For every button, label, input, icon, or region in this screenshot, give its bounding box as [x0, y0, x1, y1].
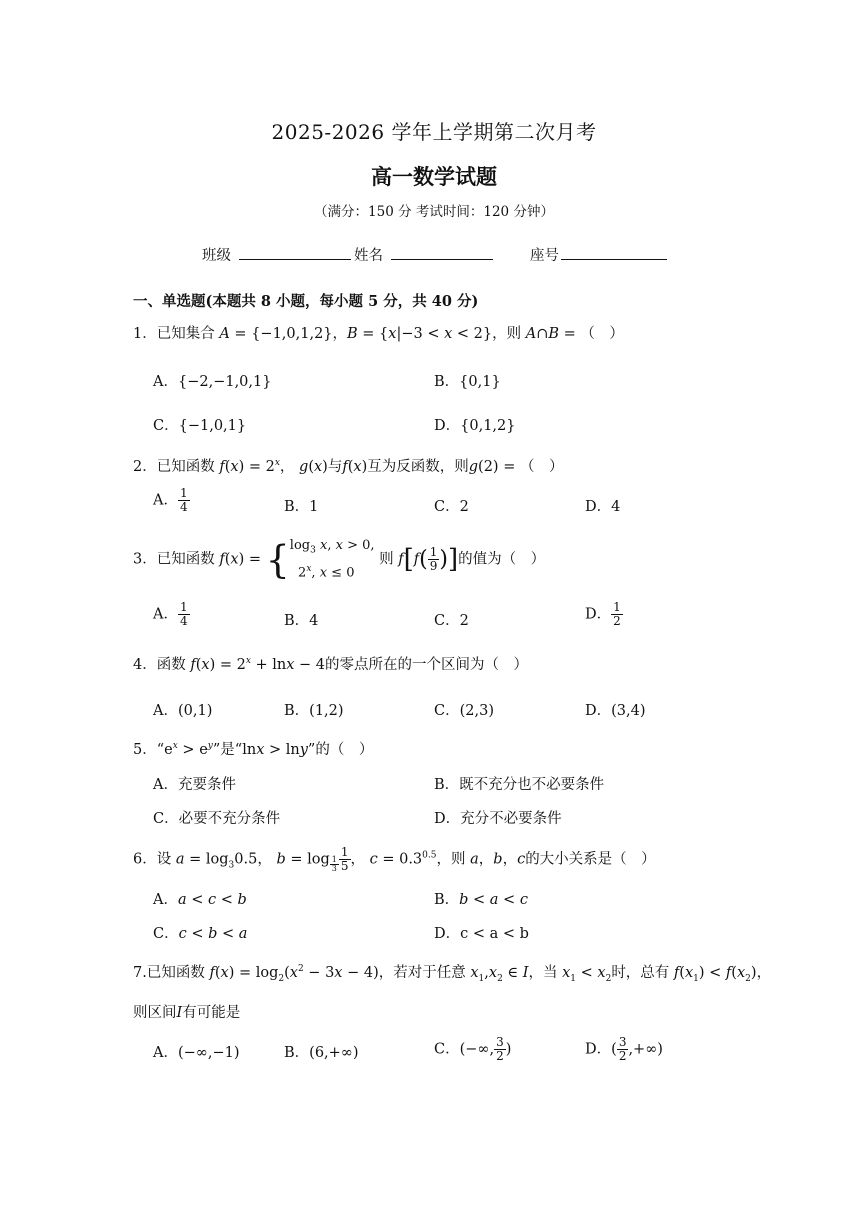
- q6-option-d[interactable]: D．c < a < b: [434, 926, 529, 942]
- q3-option-b[interactable]: B．4: [284, 613, 319, 629]
- name-label: 姓名: [354, 248, 383, 264]
- q7-option-a[interactable]: A．(−∞,−1): [153, 1045, 240, 1061]
- question-7-line2: 则区间I有可能是: [133, 1005, 241, 1021]
- q6-option-b[interactable]: B．b < a < c: [434, 892, 528, 908]
- q1-option-a[interactable]: A．{−2,−1,0,1}: [153, 374, 272, 390]
- q1-option-b[interactable]: B．{0,1}: [434, 374, 501, 390]
- class-blank[interactable]: [239, 258, 351, 260]
- q7-option-d[interactable]: D．( $\frac{3}{2}$ ,+∞): [585, 1035, 663, 1063]
- q4-option-b[interactable]: B．(1,2): [284, 703, 344, 719]
- seat-field[interactable]: [530, 244, 667, 265]
- q6-option-a[interactable]: A．a < c < b: [153, 892, 247, 908]
- q2-option-a[interactable]: A． $\frac{1}{4}$: [153, 486, 188, 514]
- q7-option-b[interactable]: B．(6,+∞): [284, 1045, 359, 1061]
- question-2: 2．已知函数 $f(x) = 2^x$， g(x)与f(x)互为反函数，则g(2) = （ ）: [133, 458, 564, 475]
- q3-option-a[interactable]: A． $\frac{1}{4}$: [153, 600, 188, 628]
- class-field[interactable]: [202, 244, 351, 265]
- q3-option-d[interactable]: D． $\frac{1}{2}$: [585, 600, 621, 628]
- q1-option-d[interactable]: D．{0,1,2}: [434, 418, 516, 434]
- q5-option-d[interactable]: D．充分不必要条件: [434, 811, 562, 827]
- question-6: 6．设 $a = \log_30.5$， b = log $_{\frac{1}{3}}$ $\frac{1}{5}$ ， $c = 0.3^{0.5}$，则 a，b，c的大小关系是（ ）: [133, 845, 656, 874]
- exam-subtitle: 高一数学试题: [371, 164, 497, 189]
- question-5: 5．“$e^x > e^y$”是“lnx > lny”的（ ）: [133, 741, 374, 758]
- q5-option-b[interactable]: B．既不充分也不必要条件: [434, 777, 605, 793]
- q3-option-c[interactable]: C．2: [434, 613, 469, 629]
- question-7: 7.已知函数 $f(x) = \log_2(x^2 - 3x - 4)$，若对于任意 $x_1,x_2$ ∈ I，当 $x_1 < x_2$时，总有 $f(x_1) < f(x_2)$，: [133, 964, 772, 984]
- q4-option-c[interactable]: C．(2,3): [434, 703, 494, 719]
- q2-option-d[interactable]: D．4: [585, 499, 621, 515]
- class-label: 班级: [202, 248, 231, 264]
- q6-option-c[interactable]: C．c < b < a: [153, 926, 248, 942]
- q4-option-a[interactable]: A．(0,1): [153, 703, 213, 719]
- seat-blank[interactable]: [561, 258, 667, 260]
- name-field[interactable]: [354, 244, 493, 265]
- seat-label: 座号: [530, 248, 559, 264]
- q2-option-b[interactable]: B．1: [284, 499, 319, 515]
- q7-option-c[interactable]: C．(−∞, $\frac{3}{2}$ ): [434, 1035, 512, 1063]
- section-heading: 一、单选题(本题共 8 小题，每小题 5 分，共 40 分): [133, 293, 479, 310]
- question-4: 4．函数 $f(x) = 2^x + \ln x - 4$的零点所在的一个区间为（ ）: [133, 656, 529, 673]
- question-1: 1．已知集合 A = {−1,0,1,2}，B = {x|−3 < x < 2}，则 A∩B = （ ）: [133, 326, 624, 342]
- q4-option-d[interactable]: D．(3,4): [585, 703, 646, 719]
- q5-option-a[interactable]: A．充要条件: [153, 777, 236, 793]
- q1-option-c[interactable]: C．{−1,0,1}: [153, 418, 247, 434]
- exam-note: （满分：150 分 考试时间：120 分钟）: [314, 204, 554, 220]
- q5-option-c[interactable]: C．必要不充分条件: [153, 811, 281, 827]
- question-3: 3．已知函数 $f(x) = \{\log_3$ x, x > 0, 2$^x$, x ≤ 0 则 f[f( $\frac{1}{9}$ )]的值为（ ）: [133, 537, 546, 582]
- q2-option-c[interactable]: C．2: [434, 499, 469, 515]
- name-blank[interactable]: [391, 258, 493, 260]
- exam-title: 2025-2026 学年上学期第二次月考: [271, 120, 597, 144]
